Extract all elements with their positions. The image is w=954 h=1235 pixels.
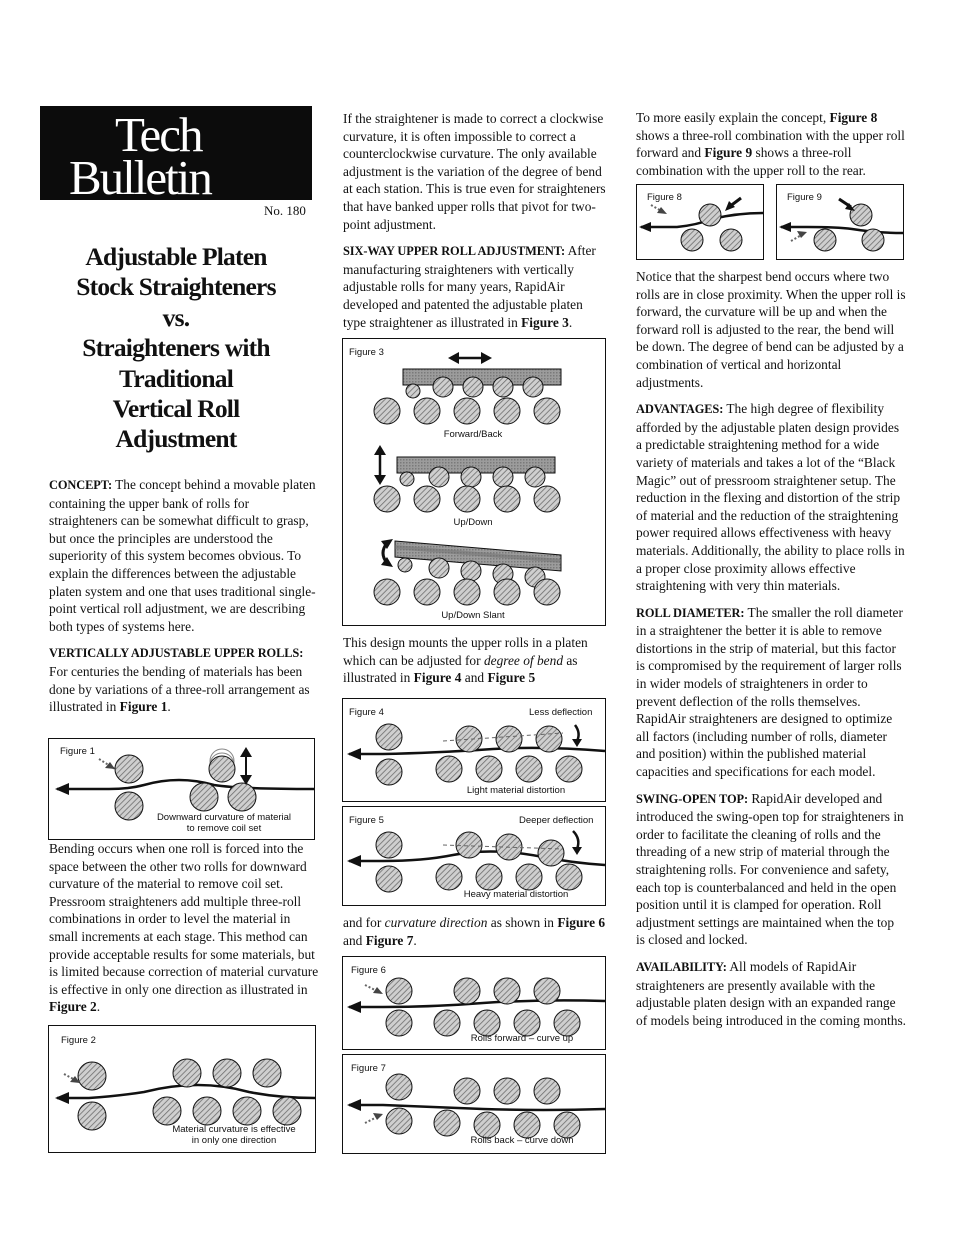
bending-text: Bending occurs when one roll is forced into the space between the other two rolls for downward curvature of the material to remove coil set. Pressroom straighteners add multiple three-roll combinations in order to level the material in small increments at each stage. This method can provide acceptable results for some materials, but is limited because correction of material curvature is effective in only one direction as illustrated in [49, 841, 319, 997]
roll-diameter-text: The smaller the roll diameter in a straightener the better it is able to remove distortions in the strip of material, but this factor is compromised by the requirement of larger rolls in wider models of straighteners in order to prevent deflection of the rolls themselves. RapidAir straighteners are designed to optimize all factors (including number of rolls, diameter and position) within the published material capacities and specifications for each model. [636, 604, 903, 780]
title-line-5: Traditional [119, 363, 233, 393]
badge-rule [250, 195, 312, 199]
column-1-bottom [49, 840, 319, 1025]
figure-4-label: Figure 4 [349, 707, 384, 718]
column-3-body [636, 268, 906, 1038]
figure-8-label: Figure 8 [647, 192, 682, 203]
column-1-top [49, 476, 319, 725]
intro-text-a: To more easily explain the concept, [636, 110, 830, 125]
curvature-paragraph [343, 914, 607, 949]
swing-open-text: RapidAir developed and introduced the swing-open top for straighteners in order to facilitate the cleaning of rolls and the threading of a new strip of material through the straightening rolls. For convenience and safety, each top is counterbalanced and held in the open position until it is clamped for operation. Roll adjustment settings are maintained when the top is closed and locked. [636, 790, 904, 948]
title-line-3: vs. [162, 302, 190, 332]
advantages-text: The high degree of flexibility afforded by the adjustable platen design provides a predictable straightening method for a wide variety of materials and takes a lot of the “Black Magic” out of pressroom straightener setup. The reduction in the flexing and distortion of the strip of material and the reduction of the straightening power required allows effectiveness with heavy materials. Additionally, the ability to place rolls in a proper close proximity allows effective straightening with very thin materials. [636, 401, 905, 594]
figure-3-caption-b: Up/Down [453, 517, 493, 528]
figure-1-label: Figure 1 [60, 746, 95, 757]
concept-paragraph [49, 476, 319, 635]
bending-end: . [96, 999, 101, 1015]
figure-4 [342, 698, 606, 802]
figure-2-caption [154, 1124, 314, 1146]
figure-2 [48, 1025, 316, 1153]
figure-1 [48, 738, 315, 840]
figure-6-ref: Figure 6 [557, 915, 606, 930]
title-line-2: Stock Straighteners [76, 272, 276, 302]
figure-7 [342, 1054, 606, 1154]
figure-9-drawing [777, 185, 903, 259]
design-paragraph [343, 634, 607, 687]
figure-9-label: Figure 9 [787, 192, 822, 203]
figure-2-caption-line-2: in only one direction [191, 1135, 277, 1146]
figure-3-drawing [343, 339, 605, 625]
figure-2-label: Figure 2 [61, 1035, 96, 1046]
roll-diameter-paragraph [636, 604, 906, 781]
figure-9-ref: Figure 9 [704, 145, 753, 161]
figure-5-caption: Heavy material distortion [463, 889, 569, 900]
vertical-text: For centuries the bending of materials has been done by variations of a three-roll arrangement as illustrated in [49, 663, 310, 715]
figure-7-ref: Figure 7 [365, 932, 414, 948]
figure-8 [636, 184, 764, 260]
availability-paragraph [636, 958, 906, 1029]
figure-5-label: Figure 5 [349, 815, 384, 826]
vertical-label: VERTICALLY ADJUSTABLE UPPER ROLLS: [49, 646, 304, 661]
concept-text: The concept behind a movable platen containing the upper bank of rolls for straighteners can be somewhat difficult to grasp, but once the principles are understood the superiority of this system becomes obvious. To explain the differences between the adjustable platen system and one that uses traditional single-point vertical roll adjustment, we are describing both types of systems here. [49, 477, 316, 634]
figure-8-ref: Figure 8 [829, 110, 878, 125]
six-way-label: SIX-WAY UPPER ROLL ADJUSTMENT: [343, 244, 566, 259]
design-text-a: This design mounts the upper rolls in a platen which can be adjusted for [343, 635, 588, 668]
six-way-end: . [568, 314, 573, 330]
figure-4-corner-label: Less deflection [529, 707, 593, 718]
figure-5-corner-label: Deeper deflection [519, 815, 594, 826]
figure-2-caption-line-1: Material curvature is effective [172, 1124, 296, 1135]
bending-paragraph [49, 840, 319, 1016]
curvature-end: . [413, 932, 417, 948]
figure-5-ref: Figure 5 [487, 670, 536, 686]
intro-text-c: shows a three-roll combination with the upper roll to the rear. [636, 145, 866, 178]
design-text-b: as illustrated in [343, 652, 578, 686]
column-2-mid [343, 634, 607, 696]
badge-line-2: Bulletin [69, 150, 211, 205]
concept-label: CONCEPT: [49, 478, 112, 492]
swing-open-label: SWING-OPEN TOP: [636, 791, 748, 806]
figure-3-caption-c: Up/Down Slant [441, 610, 505, 621]
title-line-7: Adjustment [115, 424, 237, 454]
figure-9 [776, 184, 904, 260]
column-3-top [636, 109, 906, 188]
figure-2-ref: Figure 2 [49, 999, 97, 1015]
vertical-paragraph [49, 644, 319, 715]
figure-6-caption: Rolls forward – curve up [470, 1033, 574, 1044]
badge-line-1: Tech [115, 107, 202, 162]
title-line-1: Adjustable Platen [85, 242, 267, 271]
availability-text: All models of RapidAir straighteners are presently available with the adjustable platen design with an expanded range of models being introduced in the coming months. [636, 958, 907, 1028]
figure-1-ref: Figure 1 [119, 699, 168, 715]
curvature-text-a: and for [343, 915, 385, 930]
six-way-paragraph [343, 242, 607, 331]
intro-paragraph [636, 109, 906, 179]
title-line-6: Vertical Roll [112, 394, 240, 424]
availability-label: AVAILABILITY: [636, 959, 727, 974]
bulletin-number: No. 180 [264, 203, 306, 218]
figure-3 [342, 338, 606, 626]
figure-6-label: Figure 6 [351, 965, 386, 976]
clockwise-paragraph: If the straightener is made to correct a clockwise curvature, it is often impossible to correct a counterclockwise curvature. The only available adjustment is the variation of the degree of bend at each station. This is true even for straighteners that have banked upper rolls that pivot for two-point adjustment. [343, 111, 606, 232]
six-way-text: After manufacturing straighteners with vertically adjustable rolls for many years, RapidAir developed and patented the adjustable platen type straightener as illustrated in [343, 243, 596, 330]
figure-8-drawing [637, 185, 763, 259]
figure-3-ref: Figure 3 [521, 314, 569, 330]
column-2-lower [343, 914, 607, 958]
curvature-text-b: as shown in [487, 915, 558, 930]
figure-7-label: Figure 7 [351, 1063, 386, 1074]
figure-1-caption-line-2: to remove coil set [186, 823, 262, 834]
roll-diameter-label: ROLL DIAMETER: [636, 605, 745, 620]
design-and: and [461, 670, 488, 686]
curvature-and: and [343, 932, 366, 948]
intro-text-b: shows a three-roll combination with the upper roll forward and [636, 127, 905, 161]
swing-open-paragraph [636, 790, 906, 949]
column-2-top [343, 110, 607, 340]
figure-6 [342, 956, 606, 1050]
vertical-end: . [167, 699, 171, 715]
figure-7-caption: Rolls back – curve down [470, 1135, 574, 1146]
advantages-paragraph [636, 400, 906, 595]
figure-1-caption [139, 812, 309, 834]
notice-paragraph: Notice that the sharpest bend occurs where two rolls are in close proximity. When the upper roll is forward, the curvature will be up and when the forward roll is adjusted to the rear, the bend will be down. The degree of bend can be adjusted by a combination of vertical and horizontal adjustments. [636, 269, 906, 390]
figure-3-caption-a: Forward/Back [443, 429, 503, 440]
page-title [40, 242, 312, 455]
curvature-direction: curvature direction [384, 915, 488, 930]
advantages-label: ADVANTAGES: [636, 402, 724, 417]
degree-of-bend: degree of bend [483, 652, 564, 668]
figure-4-caption: Light material distortion [466, 785, 566, 796]
figure-3-label: Figure 3 [349, 347, 384, 358]
figure-5 [342, 806, 606, 906]
title-line-4: Straighteners with [82, 333, 270, 363]
figure-1-caption-line-1: Downward curvature of material [156, 812, 292, 823]
figure-4-ref: Figure 4 [413, 670, 462, 686]
